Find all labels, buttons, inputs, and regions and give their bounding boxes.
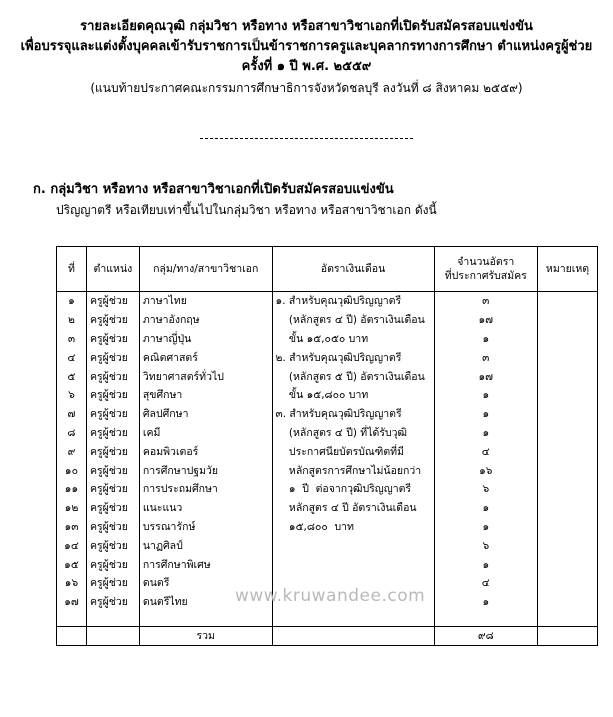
total-blank-salary — [272, 626, 434, 645]
cell-no: ๗ — [57, 405, 87, 424]
cell-no: ๔ — [57, 348, 87, 367]
cell-note — [538, 536, 598, 555]
cell-salary: ๑ ปี ต่อจากวุฒิปริญญาตรี — [272, 480, 434, 499]
cell-salary: ๓. สำหรับคุณวุฒิปริญญาตรี — [272, 405, 434, 424]
blank-cell — [139, 612, 272, 627]
cell-position: ครูผู้ช่วย — [86, 367, 139, 386]
table-row — [57, 555, 598, 574]
cell-subject: สุขศึกษา — [139, 386, 272, 405]
table-row — [57, 424, 598, 443]
cell-position: ครูผู้ช่วย — [86, 292, 139, 311]
cell-salary: ประกาศนียบัตรบัณฑิตที่มี — [272, 442, 434, 461]
cell-position: ครูผู้ช่วย — [86, 574, 139, 593]
cell-salary: หลักสูตร ๔ ปี อัตราเงินเดือน — [272, 499, 434, 518]
cell-note — [538, 480, 598, 499]
cell-count: ๑ — [434, 424, 538, 443]
cell-salary: ขั้น ๑๕,๘๐๐ บาท — [272, 386, 434, 405]
total-value: ๙๘ — [434, 626, 538, 645]
cell-note — [538, 593, 598, 612]
cell-no: ๒ — [57, 311, 87, 330]
cell-count: ๖ — [434, 480, 538, 499]
cell-position: ครูผู้ช่วย — [86, 330, 139, 349]
cell-note — [538, 367, 598, 386]
cell-no: ๙ — [57, 442, 87, 461]
cell-position: ครูผู้ช่วย — [86, 480, 139, 499]
cell-position: ครูผู้ช่วย — [86, 518, 139, 537]
cell-subject: ภาษาญี่ปุ่น — [139, 330, 272, 349]
table-row — [57, 499, 598, 518]
cell-note — [538, 574, 598, 593]
cell-subject: แนะแนว — [139, 499, 272, 518]
header-subtitle: (แนบท้ายประกาศคณะกรรมการศึกษาธิการจังหวัดชลบุรี ลงวันที่ ๘ สิงหาคม ๒๕๕๙) — [90, 81, 523, 95]
cell-count: ๑ — [434, 386, 538, 405]
watermark: www.kruwandee.com — [235, 586, 426, 606]
cell-subject: การศึกษาปฐมวัย — [139, 461, 272, 480]
cell-note — [538, 461, 598, 480]
total-row — [57, 626, 598, 645]
cell-note — [538, 499, 598, 518]
cell-position: ครูผู้ช่วย — [86, 442, 139, 461]
header-line-2: เพื่อบรรจุและแต่งตั้งบุคคลเข้ารับราชการเป็นข้าราชการครูและบุคลากรทางการศึกษา ตำแหน่งครูผู้ช่วย — [20, 39, 593, 54]
header-salary: อัตราเงินเดือน — [272, 247, 434, 292]
header-no: ที่ — [57, 247, 87, 292]
cell-no: ๑๒ — [57, 499, 87, 518]
header-subject: กลุ่ม/ทาง/สาขาวิชาเอก — [139, 247, 272, 292]
cell-count: ๓ — [434, 348, 538, 367]
cell-no: ๑๓ — [57, 518, 87, 537]
cell-note — [538, 442, 598, 461]
cell-subject: บรรณารักษ์ — [139, 518, 272, 537]
cell-salary: (หลักสูตร ๔ ปี) ที่ได้รับวุฒิ — [272, 424, 434, 443]
cell-salary — [272, 555, 434, 574]
cell-position: ครูผู้ช่วย — [86, 499, 139, 518]
cell-no: ๓ — [57, 330, 87, 349]
total-blank-no — [57, 626, 87, 645]
dashed-divider — [200, 138, 413, 139]
cell-subject: คอมพิวเตอร์ — [139, 442, 272, 461]
blank-cell — [272, 612, 434, 627]
cell-subject: การศึกษาพิเศษ — [139, 555, 272, 574]
cell-salary: หลักสูตรการศึกษาไม่น้อยกว่า — [272, 461, 434, 480]
section-heading: ก. กลุ่มวิชา หรือทาง หรือสาขาวิชาเอกที่เปิดรับสมัครสอบแข่งขัน — [33, 182, 394, 197]
cell-count: ๑ — [434, 330, 538, 349]
table-row — [57, 292, 598, 311]
cell-position: ครูผู้ช่วย — [86, 405, 139, 424]
cell-position: ครูผู้ช่วย — [86, 348, 139, 367]
cell-note — [538, 311, 598, 330]
table-row — [57, 386, 598, 405]
cell-position: ครูผู้ช่วย — [86, 536, 139, 555]
blank-cell — [86, 612, 139, 627]
cell-count: ๑ — [434, 518, 538, 537]
cell-count: ๑ — [434, 405, 538, 424]
cell-subject: ดนตรี — [139, 574, 272, 593]
cell-subject: เคมี — [139, 424, 272, 443]
cell-no: ๑๖ — [57, 574, 87, 593]
cell-count: ๔ — [434, 574, 538, 593]
cell-count: ๑ — [434, 499, 538, 518]
cell-salary: ๑. สำหรับคุณวุฒิปริญญาตรี — [272, 292, 434, 311]
cell-position: ครูผู้ช่วย — [86, 593, 139, 612]
total-blank-position — [86, 626, 139, 645]
cell-subject: ศิลปศึกษา — [139, 405, 272, 424]
cell-subject: วิทยาศาสตร์ทั่วไป — [139, 367, 272, 386]
cell-no: ๑๔ — [57, 536, 87, 555]
cell-subject: ภาษาอังกฤษ — [139, 311, 272, 330]
cell-salary — [272, 536, 434, 555]
cell-count: ๑ — [434, 593, 538, 612]
cell-subject: คณิตศาสตร์ — [139, 348, 272, 367]
header-note: หมายเหตุ — [538, 247, 598, 292]
cell-position: ครูผู้ช่วย — [86, 311, 139, 330]
cell-count: ๔ — [434, 442, 538, 461]
cell-count: ๑ — [434, 555, 538, 574]
cell-position: ครูผู้ช่วย — [86, 555, 139, 574]
table-row — [57, 405, 598, 424]
table-row — [57, 311, 598, 330]
cell-position: ครูผู้ช่วย — [86, 424, 139, 443]
cell-no: ๕ — [57, 367, 87, 386]
cell-position: ครูผู้ช่วย — [86, 461, 139, 480]
cell-note — [538, 424, 598, 443]
total-label: รวม — [139, 626, 272, 645]
cell-position: ครูผู้ช่วย — [86, 386, 139, 405]
cell-note — [538, 405, 598, 424]
cell-salary: ๑๕,๘๐๐ บาท — [272, 518, 434, 537]
cell-no: ๖ — [57, 386, 87, 405]
header-line-1: รายละเอียดคุณวุฒิ กลุ่มวิชา หรือทาง หรือสาขาวิชาเอกที่เปิดรับสมัครสอบแข่งขัน — [80, 19, 533, 34]
header-line-3: ครั้งที่ ๑ ปี พ.ศ. ๒๕๕๙ — [241, 59, 372, 74]
cell-note — [538, 386, 598, 405]
header-count: จำนวนอัตรา ที่ประกาศรับสมัคร — [434, 247, 538, 292]
cell-count: ๓ — [434, 292, 538, 311]
cell-salary: ขั้น ๑๕,๐๕๐ บาท — [272, 330, 434, 349]
cell-salary: ๒. สำหรับคุณวุฒิปริญญาตรี — [272, 348, 434, 367]
blank-row — [57, 612, 598, 627]
cell-note — [538, 330, 598, 349]
table-row — [57, 536, 598, 555]
cell-count: ๖ — [434, 536, 538, 555]
cell-subject: ดนตรีไทย — [139, 593, 272, 612]
section-description: ปริญญาตรี หรือเทียบเท่าขึ้นไปในกลุ่มวิชา หรือทาง หรือสาขาวิชาเอก ดังนี้ — [56, 203, 437, 217]
cell-salary: (หลักสูตร ๕ ปี) อัตราเงินเดือน — [272, 367, 434, 386]
table-row — [57, 330, 598, 349]
total-blank-note — [538, 626, 598, 645]
blank-cell — [434, 612, 538, 627]
cell-no: ๑๗ — [57, 593, 87, 612]
table-row — [57, 480, 598, 499]
cell-no: ๑๐ — [57, 461, 87, 480]
header-position: ตำแหน่ง — [86, 247, 139, 292]
cell-note — [538, 292, 598, 311]
cell-subject: นาฏศิลป์ — [139, 536, 272, 555]
cell-no: ๑๕ — [57, 555, 87, 574]
cell-count: ๑๗ — [434, 311, 538, 330]
cell-count: ๑๗ — [434, 367, 538, 386]
table-header-row — [57, 247, 598, 292]
cell-subject: ภาษาไทย — [139, 292, 272, 311]
cell-no: ๘ — [57, 424, 87, 443]
cell-salary: (หลักสูตร ๔ ปี) อัตราเงินเดือน — [272, 311, 434, 330]
table-row — [57, 348, 598, 367]
table-row — [57, 442, 598, 461]
cell-subject: การประถมศึกษา — [139, 480, 272, 499]
table-row — [57, 367, 598, 386]
cell-note — [538, 555, 598, 574]
cell-no: ๑๑ — [57, 480, 87, 499]
cell-note — [538, 348, 598, 367]
cell-note — [538, 518, 598, 537]
table-row — [57, 461, 598, 480]
cell-no: ๑ — [57, 292, 87, 311]
table-row — [57, 518, 598, 537]
blank-cell — [538, 612, 598, 627]
blank-cell — [57, 612, 87, 627]
cell-count: ๑๖ — [434, 461, 538, 480]
